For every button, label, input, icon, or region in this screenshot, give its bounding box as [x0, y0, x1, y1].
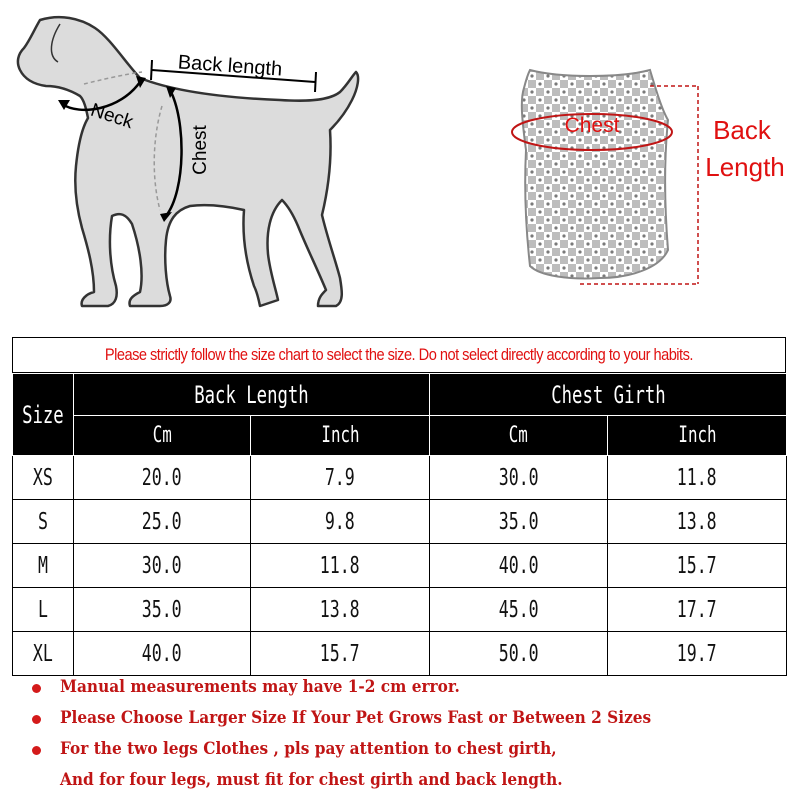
back-length-tick-right — [315, 72, 316, 92]
size-cell: M — [13, 544, 74, 588]
note-item: For the two legs Clothes , pls pay attention to chest girth, — [30, 737, 790, 768]
back-inch-cell: 7.9 — [251, 456, 430, 500]
table-row — [13, 544, 787, 588]
size-chart-table — [12, 373, 787, 676]
chest-cm-cell: 35.0 — [430, 500, 608, 544]
size-column-header: Size — [13, 374, 74, 456]
garment-back-label-line1: Back — [713, 115, 771, 145]
note-item: Please Choose Larger Size If Your Pet Grows Fast or Between 2 Sizes — [30, 706, 790, 737]
table-row — [13, 500, 787, 544]
size-warning-text: Please strictly follow the size chart to select the size. Do not select directly according to your habits. — [104, 345, 694, 364]
back-cm-cell: 25.0 — [74, 500, 251, 544]
back-inch-cell: 15.7 — [251, 632, 430, 676]
bullet-dot-icon — [32, 746, 41, 755]
back-cm-cell: 30.0 — [74, 544, 251, 588]
back-cm-cell: 35.0 — [74, 588, 251, 632]
garment-chest-label: Chest — [564, 114, 620, 137]
chest-inch-cell: 15.7 — [608, 544, 787, 588]
size-notes — [30, 675, 790, 799]
back-cm-cell: 40.0 — [74, 632, 251, 676]
bullet-dot-icon — [32, 684, 41, 693]
size-cell: S — [13, 500, 74, 544]
chest-girth-group-header: Chest Girth — [430, 374, 787, 416]
size-cell: L — [13, 588, 74, 632]
table-row — [13, 588, 787, 632]
chest-inch-cell: 13.8 — [608, 500, 787, 544]
table-unit-row — [13, 416, 787, 456]
size-warning-banner — [12, 337, 786, 373]
neck-label: Neck — [88, 99, 136, 134]
back-length-label: Back length — [177, 51, 283, 81]
back-inch-cell: 9.8 — [251, 500, 430, 544]
table-row — [13, 632, 787, 676]
neck-arrow-head — [58, 100, 70, 110]
bullet-dot-icon — [32, 715, 41, 724]
chest-inch-cell: 17.7 — [608, 588, 787, 632]
size-cell: XS — [13, 456, 74, 500]
chest-inch-header: Inch — [608, 416, 787, 456]
chest-label: Chest — [190, 125, 211, 175]
table-header-row — [13, 374, 787, 416]
back-inch-cell: 11.8 — [251, 544, 430, 588]
measurement-illustration — [0, 0, 800, 330]
chest-cm-header: Cm — [430, 416, 608, 456]
chest-cm-cell: 50.0 — [430, 632, 608, 676]
table-row — [13, 456, 787, 500]
chest-cm-cell: 40.0 — [430, 544, 608, 588]
size-cell: XL — [13, 632, 74, 676]
back-cm-header: Cm — [74, 416, 251, 456]
note-item: Manual measurements may have 1-2 cm error. — [30, 675, 790, 706]
note-item-continuation: And for four legs, must fit for chest girth and back length. — [60, 770, 563, 789]
back-length-group-header: Back Length — [74, 374, 430, 416]
chest-cm-cell: 30.0 — [430, 456, 608, 500]
chest-inch-cell: 11.8 — [608, 456, 787, 500]
back-inch-cell: 13.8 — [251, 588, 430, 632]
chest-inch-cell: 19.7 — [608, 632, 787, 676]
chest-cm-cell: 45.0 — [430, 588, 608, 632]
garment-back-label-line2: Length — [705, 152, 785, 182]
garment-vest — [522, 70, 668, 279]
back-length-tick-left — [151, 60, 152, 80]
back-cm-cell: 20.0 — [74, 456, 251, 500]
back-inch-header: Inch — [251, 416, 430, 456]
